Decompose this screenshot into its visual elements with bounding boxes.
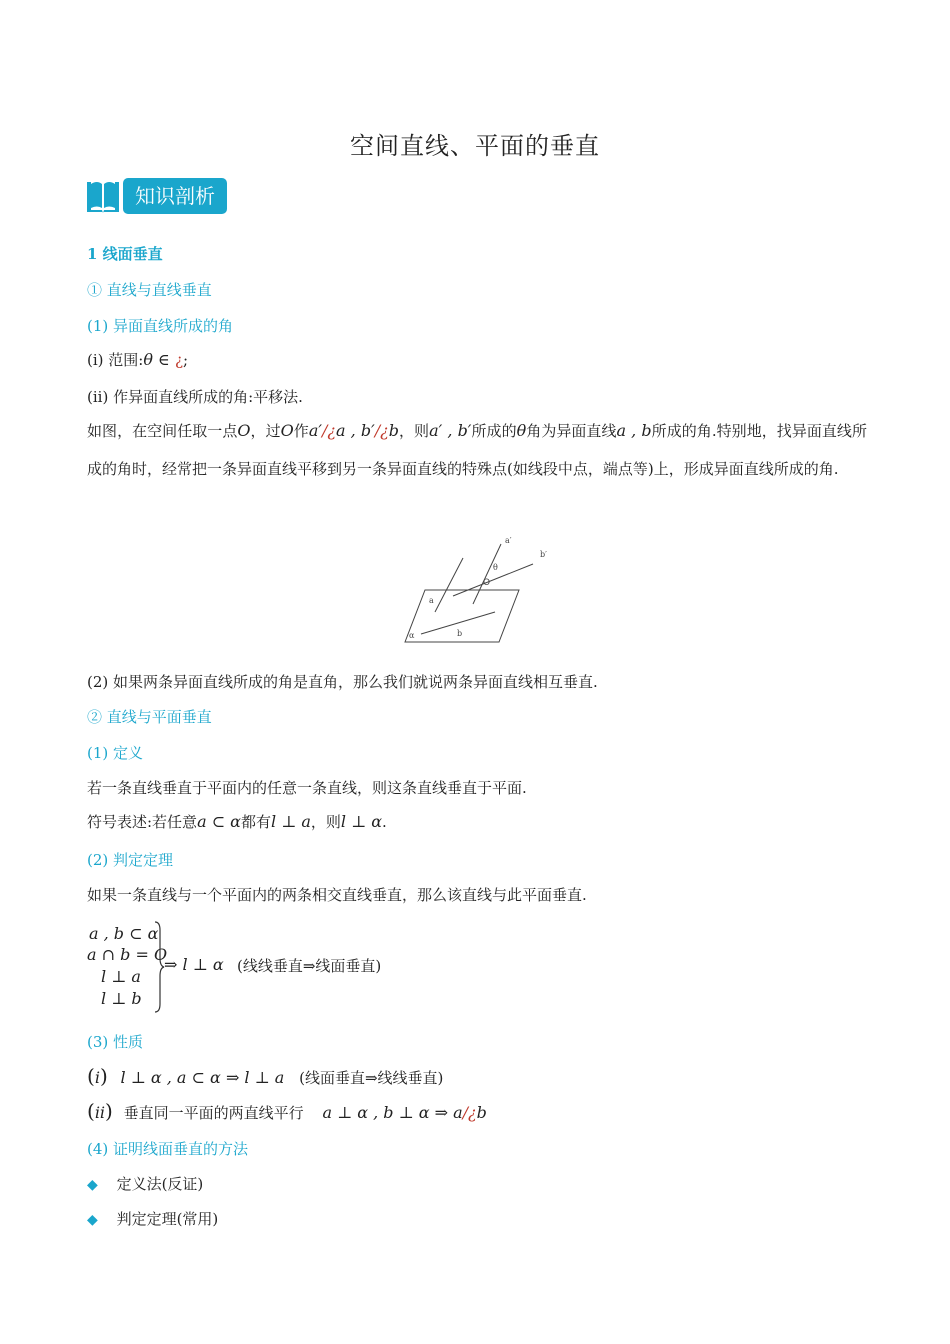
diamond-icon: ◆ [87, 1177, 98, 1193]
skew-lines-diagram [395, 530, 555, 648]
para-math: b [388, 421, 399, 440]
para-math: a , b′ [335, 421, 375, 440]
property-1-math: l ⊥ α , a ⊂ α ⇒ l ⊥ a [120, 1068, 285, 1087]
subheading-line-plane: ② 直线与平面垂直 [87, 708, 212, 726]
property-2-math: a ⊥ α , b ⊥ α ⇒ a [322, 1103, 463, 1122]
sym-math: a ⊂ α [197, 812, 241, 831]
range-error-glyph: ¿ [174, 351, 184, 369]
definition-heading: (1) 定义 [87, 744, 144, 762]
para-text: ，过 [250, 422, 281, 440]
property-heading: (3) 性质 [87, 1033, 144, 1051]
property-2-text: 垂直同一平面的两直线平行 [123, 1104, 304, 1122]
label-a-prime: a′ [505, 536, 512, 545]
property-2-tag: ii [94, 1103, 106, 1122]
property-2-error-glyph: /¿ [462, 1103, 477, 1122]
label-theta: θ [493, 563, 498, 572]
definition-text: 若一条直线垂直于平面内的任意一条直线，则这条直线垂直于平面. [87, 779, 527, 797]
sym-text: ，则 [310, 813, 341, 831]
para-math-theta: θ [516, 421, 527, 440]
proof-item [87, 1173, 203, 1194]
range-prefix: (i) 范围: [87, 351, 144, 369]
proof-item [87, 1208, 218, 1229]
method-line: (ii) 作异面直线所成的角:平移法. [87, 388, 303, 406]
right-angle-statement: (2) 如果两条异面直线所成的角是直角，那么我们就说两条异面直线相互垂直. [87, 673, 598, 691]
sym-text: . [382, 813, 387, 831]
theorem-heading: (2) 判定定理 [87, 851, 174, 869]
subheading-skew-angle: (1) 异面直线所成的角 [87, 317, 234, 335]
property-2: (ii) 垂直同一平面的两直线平行 a ⊥ α , b ⊥ α ⇒ a/¿b [87, 1099, 487, 1123]
diamond-icon: ◆ [87, 1212, 98, 1228]
para-text: 作 [293, 422, 309, 440]
brace-line-2: a ∩ b = O [87, 945, 168, 964]
range-line [87, 349, 188, 370]
range-math: θ ∈ [143, 350, 175, 369]
brace-line-4: l ⊥ b [101, 989, 142, 1008]
heading-line-plane-perp: 1 线面垂直 [87, 245, 163, 263]
para-text: 所成的 [471, 422, 517, 440]
para-math: a , b [616, 421, 652, 440]
property-1: (i) l ⊥ α , a ⊂ α ⇒ l ⊥ a (线面垂直⇒线线垂直) [87, 1064, 444, 1088]
property-2-math-b: b [476, 1103, 487, 1122]
proof-heading: (4) 证明线面垂直的方法 [87, 1140, 249, 1158]
brace-note: (线线垂直⇒线面垂直) [237, 957, 382, 975]
para-text: ，则 [398, 422, 430, 440]
brace-line-3: l ⊥ a [101, 967, 141, 986]
para-math-O: O [237, 421, 251, 440]
brace-result: ⇒ l ⊥ α [164, 955, 224, 974]
label-b: b [457, 629, 463, 638]
open-book-icon [86, 178, 120, 214]
translation-paragraph [87, 412, 867, 488]
para-text: 所成的角.特别地，找异面直线所成的角时，经常把一条异面直线平移到另一条异面直线的特殊点(如线段中点，端点等)上，形成异面直线所成的角. [87, 422, 867, 478]
subheading-line-line: ① 直线与直线垂直 [87, 281, 212, 299]
para-error-glyph: /¿ [322, 421, 336, 440]
page-title: 空间直线、平面的垂直 [350, 132, 600, 160]
sym-text: 都有 [240, 813, 271, 831]
label-alpha: α [409, 631, 415, 640]
brace-line-1: a , b ⊂ α [89, 924, 159, 943]
sym-text: 符号表述:若任意 [87, 813, 198, 831]
sym-math: l ⊥ α [340, 812, 383, 831]
para-error-glyph: /¿ [374, 421, 389, 440]
range-suffix: ; [183, 351, 189, 369]
para-text: 角为异面直线 [526, 422, 617, 440]
section-banner [86, 178, 227, 214]
label-a: a [429, 596, 434, 605]
property-1-tag: i [94, 1068, 100, 1087]
para-math: a′ , b′ [429, 421, 472, 440]
label-b-prime: b′ [540, 550, 547, 559]
proof-item-label: 定义法(反证) [116, 1175, 204, 1193]
banner-label: 知识剖析 [123, 178, 227, 214]
symbol-statement [87, 811, 387, 832]
proof-item-label: 判定定理(常用) [116, 1210, 219, 1228]
theorem-text: 如果一条直线与一个平面内的两条相交直线垂直，那么该直线与此平面垂直. [87, 886, 587, 904]
para-math: a′ [308, 421, 322, 440]
sym-math: l ⊥ a [271, 812, 311, 831]
property-1-note: (线面垂直⇒线线垂直) [299, 1069, 444, 1087]
para-text: 如图，在空间任取一点 [87, 422, 238, 440]
para-math-O: O [280, 421, 294, 440]
label-O: O [483, 578, 491, 588]
